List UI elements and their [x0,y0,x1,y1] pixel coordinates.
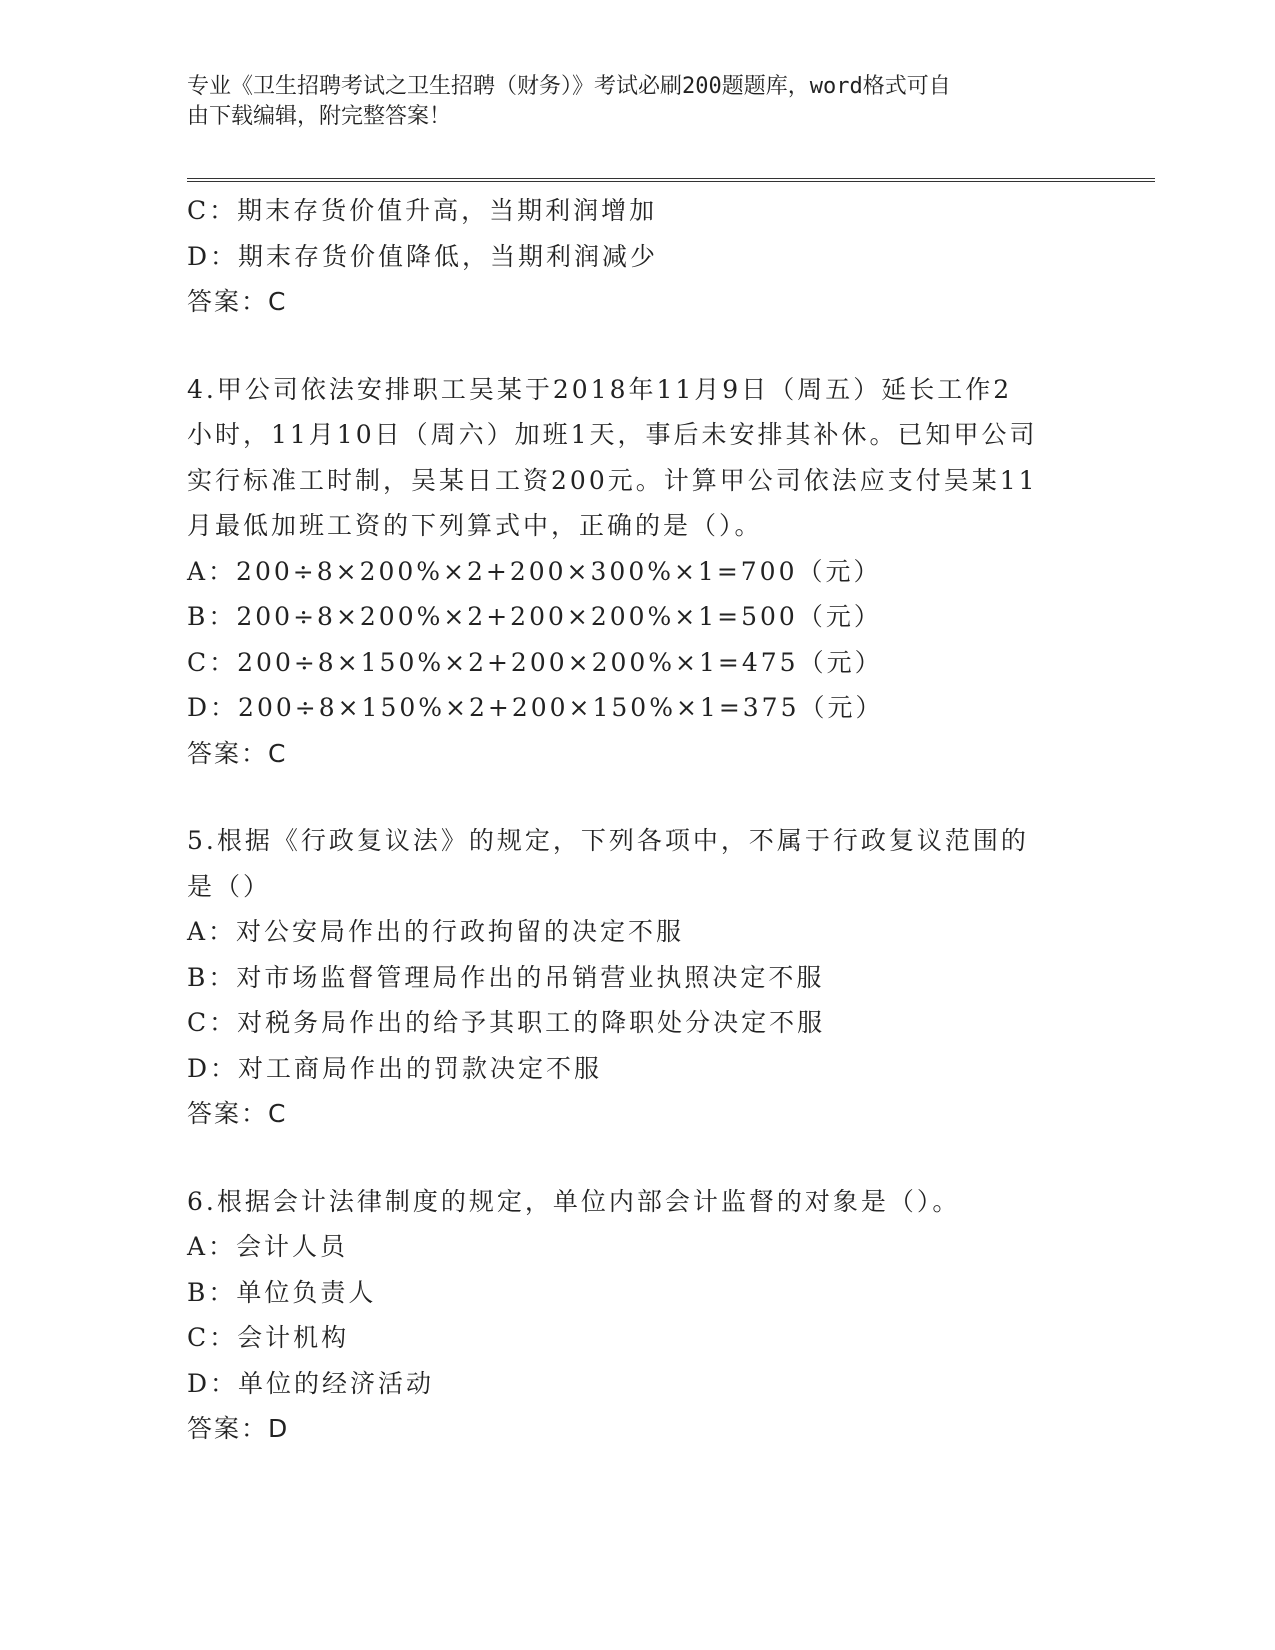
answer-text: 答案：C [187,738,288,768]
option-d: D：期末存货价值降低，当期利润减少 [187,241,659,271]
option-c: C：对税务局作出的给予其职工的降职处分决定不服 [187,1008,826,1037]
question-3-tail [187,188,1087,325]
option-d: D：单位的经济活动 [187,1368,435,1398]
question-stem-line: 是（） [187,871,272,901]
option-b: B：单位负责人 [187,1277,377,1307]
answer-text: 答案：D [187,1414,290,1443]
document-header [187,72,1067,132]
option-b: B：对市场监督管理局作出的吊销营业执照决定不服 [187,962,825,992]
header-title-line-1: 专业《卫生招聘考试之卫生招聘（财务）》考试必刷200题题库，word格式可自 [187,74,951,99]
question-list [187,188,1087,1452]
option-a: A：会计人员 [187,1232,349,1261]
question-stem-line: 4.甲公司依法安排职工吴某于2018年11月9日（周五）延长工作2 [187,374,1013,404]
question-stem-line: 月最低加班工资的下列算式中，正确的是（）。 [187,511,763,540]
spacer [187,776,1087,818]
question-stem-line: 6.根据会计法律制度的规定，单位内部会计监督的对象是（）。 [187,1186,961,1216]
question-stem-line: 5.根据《行政复议法》的规定，下列各项中，不属于行政复议范围的 [187,826,1029,855]
question-6 [187,1179,1087,1452]
question-stem-line: 小时，11月10日（周六）加班1天，事后未安排其补休。已知甲公司 [187,420,1038,449]
option-b: B：200÷8×200%×2+200×200%×1=500（元） [187,602,882,631]
option-c: C：200÷8×150%×2+200×200%×1=475（元） [187,647,883,677]
header-divider [187,178,1155,182]
option-a: A：200÷8×200%×2+200×300%×1=700（元） [187,556,882,586]
spacer [187,325,1087,367]
option-d: D：对工商局作出的罚款决定不服 [187,1053,603,1083]
option-c: C：会计机构 [187,1323,350,1352]
spacer [187,1137,1087,1179]
question-stem-line: 实行标准工时制，吴某日工资200元。计算甲公司依法应支付吴某11 [187,465,1038,495]
option-d: D：200÷8×150%×2+200×150%×1=375（元） [187,693,884,722]
option-a: A：对公安局作出的行政拘留的决定不服 [187,917,685,946]
answer-text: 答案：C [187,287,288,316]
header-title-line-2: 由下载编辑，附完整答案！ [187,104,452,129]
answer-text: 答案：C [187,1099,288,1128]
option-c: C：期末存货价值升高，当期利润增加 [187,196,658,225]
question-4 [187,367,1087,777]
question-5 [187,818,1087,1137]
